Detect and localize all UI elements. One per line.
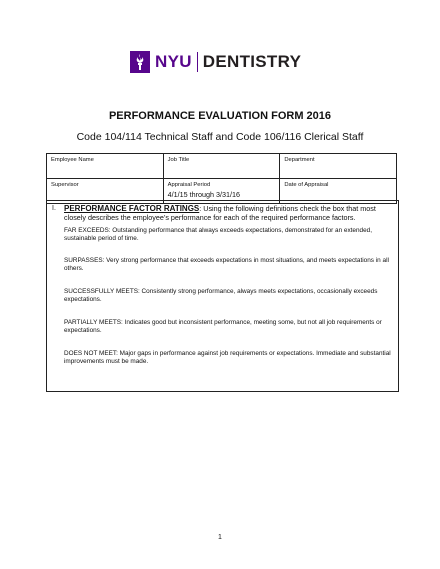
definition-far-exceeds: FAR EXCEEDS: Outstanding performance that always exceeds expectations, demonstrated for an extended, sustainable period of time. — [64, 227, 372, 242]
department-label: Department — [284, 157, 315, 163]
definition-partially-meets: PARTIALLY MEETS: Indicates good but inconsistent performance, meeting some, but not all job requirements or expectations. — [64, 319, 382, 334]
form-title: PERFORMANCE EVALUATION FORM 2016 — [108, 110, 332, 122]
performance-ratings-section — [46, 200, 399, 392]
ratings-heading: PERFORMANCE FACTOR RATINGS — [64, 204, 200, 213]
section-number: I. — [52, 205, 56, 212]
definition-surpasses: SURPASSES: Very strong performance that exceeds expectations in most situations, and meets expectations in all others. — [64, 257, 389, 272]
form-subtitle: Code 104/114 Technical Staff and Code 106/116 Clerical Staff — [76, 131, 364, 143]
definition-successfully-meets: SUCCESSFULLY MEETS: Consistently strong performance, always meets expectations, occasionally exceeds expectations. — [64, 288, 378, 303]
employee-name-cell[interactable] — [47, 154, 164, 179]
job-title-label: Job Title — [167, 157, 190, 163]
ratings-header-text — [64, 204, 393, 222]
page-number: 1 — [218, 534, 222, 541]
department-cell[interactable] — [280, 154, 397, 179]
job-title-cell[interactable] — [163, 154, 280, 179]
employee-name-label: Employee Name — [51, 157, 94, 163]
torch-icon — [130, 51, 150, 73]
logo-name: DENTISTRY — [202, 52, 302, 71]
definition-does-not-meet: DOES NOT MEET: Major gaps in performance against job requirements or expectations. Immediate and substantial improvements must be made. — [64, 350, 391, 365]
nyu-dentistry-logo — [130, 50, 301, 74]
date-of-appraisal-label: Date of Appraisal — [284, 182, 329, 188]
ratings-header — [52, 204, 393, 222]
employee-info-table — [46, 153, 397, 204]
appraisal-period-label: Appraisal Period — [167, 182, 211, 188]
supervisor-label: Supervisor — [51, 182, 79, 188]
logo-brand: NYU — [155, 52, 192, 71]
logo-separator — [197, 52, 198, 72]
appraisal-period-value: 4/1/15 through 3/31/16 — [167, 190, 240, 199]
ratings-intro: : Using the following definitions check the box that most closely describes the employee’s performance for each of the required performance factors. — [64, 204, 376, 222]
